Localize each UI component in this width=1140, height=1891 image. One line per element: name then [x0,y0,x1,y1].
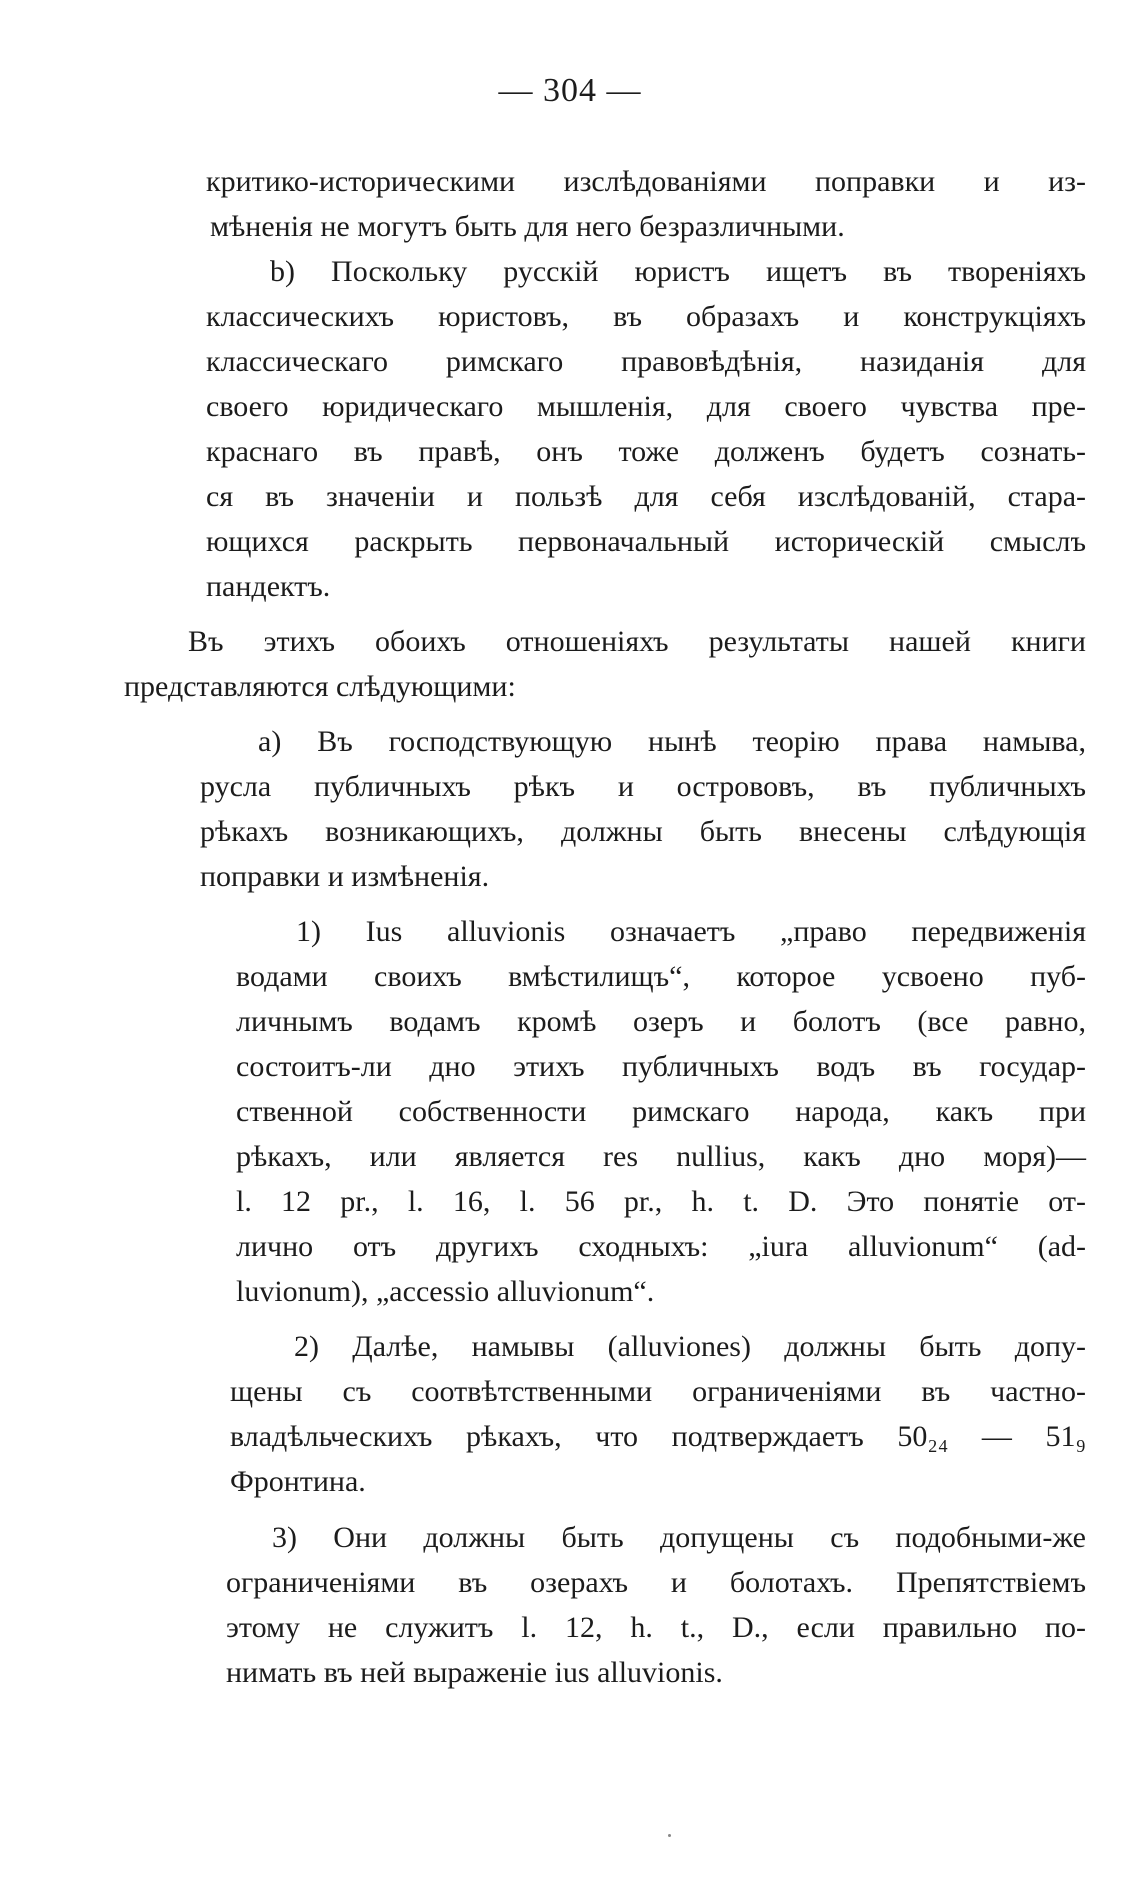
text-line: щены съ соотвѣтственными ограниченіями въ частно- [230,1375,1086,1408]
text-line: водами своихъ вмѣстилищъ“, которое усвоено пуб- [236,960,1086,993]
text-line: нимать въ ней выраженіе ius alluvionis. [226,1656,723,1689]
text-line: своего юридическаго мышленія, для своего чувства пре- [206,390,1086,423]
text-line: Въ этихъ обоихъ отношеніяхъ результаты нашей книги [188,625,1086,658]
text-line: l. 12 pr., l. 16, l. 56 pr., h. t. D. Это понятіе от- [236,1185,1086,1218]
text-line: классическихъ юристовъ, въ образахъ и конструкціяхъ [206,300,1086,333]
text-line: лично отъ другихъ сходныхъ: „iura alluvionum“ (ad- [236,1230,1086,1263]
text-line: поправки и измѣненія. [200,860,490,893]
text-line: ся въ значеніи и пользѣ для себя изслѣдованій, стара- [206,480,1086,513]
paper-speck [668,1834,671,1837]
text-line: рѣкахъ, или является res nullius, какъ дно моря)— [236,1140,1086,1173]
text-line: Фронтина. [230,1465,366,1498]
text-line: критико-историческими изслѣдованіями поправки и из- [206,165,1086,198]
text-line: представляются слѣдующими: [124,670,516,703]
text-line: luvionum), „accessio alluvionum“. [236,1275,655,1308]
text-line: 2) Далѣе, намывы (alluviones) должны быть допу- [294,1330,1086,1363]
text-line: 1) Ius alluvionis означаетъ „право передвиженія [296,915,1086,948]
text-line: личнымъ водамъ кромѣ озеръ и болотъ (все равно, [236,1005,1086,1038]
text-line: пандектъ. [206,570,331,603]
text-line: ограниченіями въ озерахъ и болотахъ. Препятствіемъ [226,1566,1086,1599]
text-line: ющихся раскрыть первоначальный историческій смыслъ [206,525,1086,558]
text-line: a) Въ господствующую нынѣ теорію права намыва, [258,725,1086,758]
text-line: состоитъ-ли дно этихъ публичныхъ водъ въ государ- [236,1050,1086,1083]
text-line: 3) Они должны быть допущены съ подобными-же [272,1521,1086,1554]
text-line: краснаго въ правѣ, онъ тоже долженъ будетъ сознать- [206,435,1086,468]
text-line: b) Поскольку русскій юристъ ищетъ въ твореніяхъ [270,255,1086,288]
text-line: этому не служитъ l. 12, h. t., D., если правильно по- [226,1611,1086,1644]
text-line: владѣльческихъ рѣкахъ, что подтверждаетъ 50₂₄ — 51₉ [230,1420,1086,1453]
text-line: мѣненія не могутъ быть для него безразличными. [210,210,845,243]
text-line: ственной собственности римскаго народа, какъ при [236,1095,1086,1128]
text-line: рѣкахъ возникающихъ, должны быть внесены слѣдующія [200,815,1086,848]
text-line: русла публичныхъ рѣкъ и острововъ, въ публичныхъ [200,770,1086,803]
page-number: — 304 — [498,72,642,109]
text-line: классическаго римскаго правовѣдѣнія, назиданія для [206,345,1086,378]
